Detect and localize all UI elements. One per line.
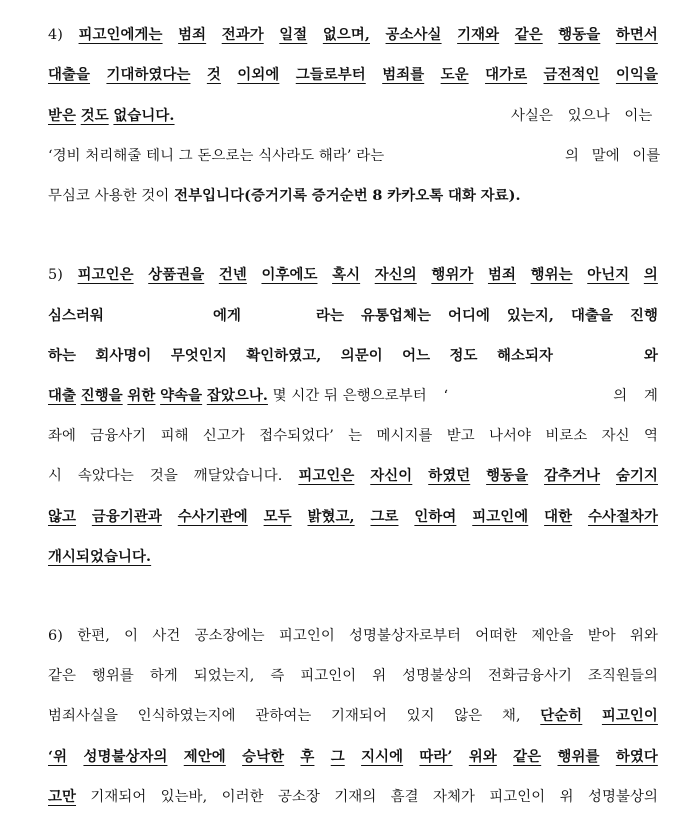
word: 자신의 bbox=[374, 266, 417, 283]
word: 않은 bbox=[454, 708, 483, 724]
word: 정도 bbox=[449, 347, 478, 364]
word: 피고인이 bbox=[300, 668, 357, 684]
text-segment bbox=[511, 104, 652, 128]
word: 도운 bbox=[440, 66, 469, 83]
word: 자신 bbox=[601, 428, 630, 444]
text-line bbox=[48, 785, 658, 809]
text-line bbox=[48, 144, 661, 168]
word: 그로 bbox=[370, 508, 399, 525]
word: 고만 bbox=[48, 788, 77, 805]
word: 자체가 bbox=[432, 789, 475, 805]
word: 제안에 bbox=[183, 748, 226, 765]
word: 접수되었다’ bbox=[259, 428, 334, 444]
word: 이 bbox=[124, 628, 139, 644]
word: 범죄 bbox=[178, 26, 207, 43]
word: 이러한 bbox=[221, 789, 264, 805]
text-line bbox=[48, 263, 658, 287]
word: 해소되자 bbox=[496, 347, 553, 364]
word: 공소사실 bbox=[385, 26, 442, 43]
word: 4) bbox=[48, 27, 63, 43]
word: 않고 bbox=[48, 508, 77, 525]
word: 것 bbox=[206, 66, 221, 83]
word: 숨기지 bbox=[615, 467, 658, 484]
word: 그들로부터 bbox=[295, 66, 366, 83]
word: 사건 bbox=[152, 628, 181, 644]
word: 하였다 bbox=[615, 748, 658, 765]
word: 시간 bbox=[291, 388, 320, 404]
text-segment bbox=[316, 304, 658, 328]
word: 공소장에는 bbox=[194, 628, 265, 644]
word: ‘ bbox=[443, 388, 449, 404]
word: 것이 bbox=[141, 188, 170, 204]
word: 무엇인지 bbox=[170, 347, 227, 364]
word: 기대하였다는 bbox=[106, 66, 191, 83]
word: 뒤 bbox=[324, 388, 339, 404]
word: 8 bbox=[372, 187, 383, 204]
word: 의 bbox=[643, 266, 658, 283]
word: 받은 bbox=[48, 107, 77, 124]
word: 범죄 bbox=[487, 266, 516, 283]
word: 금전적인 bbox=[543, 66, 600, 83]
word: 범죄를 bbox=[382, 66, 425, 83]
word: 해라’ bbox=[318, 148, 352, 164]
text-line bbox=[48, 624, 658, 648]
word: 의 bbox=[613, 388, 628, 404]
word: 어디에 bbox=[447, 307, 490, 324]
word: 좌에 bbox=[48, 428, 77, 444]
word: 피고인에게는 bbox=[78, 26, 163, 43]
word: 혹시 bbox=[332, 266, 361, 283]
word: 역 bbox=[643, 428, 658, 444]
word: 없으며, bbox=[322, 26, 370, 43]
word: 어떠한 bbox=[475, 628, 518, 644]
word: 수사기관에 bbox=[177, 508, 248, 525]
word: 어느 bbox=[402, 347, 431, 364]
word: 무심코 bbox=[48, 188, 91, 204]
word: 제안을 bbox=[531, 628, 574, 644]
text-line bbox=[48, 545, 658, 569]
text-line bbox=[48, 184, 658, 208]
word: 기재의 bbox=[334, 789, 377, 805]
word: 식사라도 bbox=[258, 148, 315, 164]
word: 금융기관과 bbox=[91, 508, 162, 525]
word: 수사절차가 bbox=[587, 508, 658, 525]
word: 승낙한 bbox=[242, 748, 285, 765]
word: 대가로 bbox=[485, 66, 528, 83]
word: 약속을 bbox=[160, 387, 203, 404]
word: 행동을 bbox=[486, 467, 529, 484]
word: 것을 bbox=[149, 468, 178, 484]
word: 행위를 bbox=[91, 668, 134, 684]
word: 하는 bbox=[48, 347, 77, 364]
redaction-gap bbox=[48, 304, 121, 305]
word: 같은 bbox=[48, 668, 77, 684]
word: 말에 bbox=[591, 148, 620, 164]
word: 감추거나 bbox=[544, 467, 601, 484]
word: 모두 bbox=[263, 508, 292, 525]
word: 자료). bbox=[480, 187, 521, 204]
word: 인하여 bbox=[414, 508, 457, 525]
word: 유통업체는 bbox=[360, 307, 431, 324]
word: 카카오톡 bbox=[387, 187, 444, 204]
text-segment bbox=[48, 344, 553, 368]
word: 자신이 bbox=[370, 467, 413, 484]
text-line bbox=[48, 104, 658, 128]
word: 일절 bbox=[279, 26, 308, 43]
word: 채, bbox=[501, 708, 521, 724]
word: 지시에 bbox=[361, 748, 404, 765]
word: 에게 bbox=[213, 307, 242, 324]
word: 성명불상의 bbox=[402, 668, 473, 684]
word: 하였던 bbox=[428, 467, 471, 484]
word: 받아 bbox=[587, 628, 616, 644]
word: 의 bbox=[565, 148, 580, 164]
word: 같은 bbox=[514, 26, 543, 43]
word: 같은 bbox=[513, 748, 542, 765]
word: 기재와 bbox=[457, 26, 500, 43]
text-segment bbox=[565, 144, 660, 168]
word: 나서야 bbox=[489, 428, 532, 444]
word: 즉 bbox=[270, 668, 285, 684]
word: 6) bbox=[48, 628, 63, 644]
word: 진행을 bbox=[80, 387, 123, 404]
word: 위 bbox=[372, 668, 387, 684]
word: 돈으로는 bbox=[197, 148, 254, 164]
word: 있는지, bbox=[506, 307, 555, 324]
word: 건넨 bbox=[218, 266, 247, 283]
word: 의문이 bbox=[340, 347, 383, 364]
word: 계 bbox=[643, 388, 658, 404]
word: 공소장 bbox=[277, 789, 320, 805]
word: 이후에도 bbox=[261, 266, 318, 283]
word: 시 bbox=[48, 468, 63, 484]
word: 피해 bbox=[160, 428, 189, 444]
word: 피고인은 bbox=[77, 266, 134, 283]
word: 이외에 bbox=[237, 66, 280, 83]
word: 위 bbox=[559, 789, 574, 805]
word: 대출을 bbox=[48, 66, 91, 83]
word: 전과가 bbox=[221, 26, 264, 43]
word: 이는 bbox=[624, 108, 653, 124]
word: 후 bbox=[300, 748, 315, 765]
word: 있는바, bbox=[160, 789, 208, 805]
word: 피고인이 bbox=[601, 707, 658, 724]
word: 대한 bbox=[544, 508, 573, 525]
word: 대출 bbox=[48, 387, 77, 404]
word: 위한 bbox=[127, 387, 156, 404]
word: 5) bbox=[48, 267, 63, 283]
word: 피고인은 bbox=[298, 467, 355, 484]
word: 전부입니다(증거기록 bbox=[174, 187, 308, 204]
word: 성명불상자로부터 bbox=[349, 628, 462, 644]
text-line bbox=[48, 664, 658, 688]
word: 신고가 bbox=[202, 428, 245, 444]
word: 관하여는 bbox=[255, 708, 312, 724]
word: 몇 bbox=[272, 388, 287, 404]
word: 성명불상자의 bbox=[83, 748, 168, 765]
word: 하면서 bbox=[615, 26, 658, 43]
text-line bbox=[48, 63, 658, 87]
word: 진행 bbox=[629, 307, 658, 324]
word: 행위가 bbox=[431, 266, 474, 283]
word: 사용한 bbox=[94, 188, 137, 204]
word: 있으나 bbox=[567, 108, 610, 124]
word: 대화 bbox=[447, 187, 476, 204]
text-line bbox=[48, 344, 658, 368]
word: 회사명이 bbox=[95, 347, 152, 364]
word: 피고인이 bbox=[278, 628, 335, 644]
word: 속았다는 bbox=[77, 468, 134, 484]
word: 밝혔고, bbox=[307, 508, 355, 525]
word: 이익을 bbox=[615, 66, 658, 83]
word: 라는 bbox=[356, 148, 385, 164]
text-line bbox=[48, 304, 658, 328]
word: 위와 bbox=[629, 628, 658, 644]
word: 행위를 bbox=[557, 748, 600, 765]
word: 행위는 bbox=[530, 266, 573, 283]
word: 상품권을 bbox=[148, 266, 205, 283]
word: 위와 bbox=[468, 748, 497, 765]
text-line bbox=[48, 424, 658, 448]
text-line bbox=[48, 384, 658, 408]
word: 없습니다. bbox=[113, 107, 175, 124]
text-line bbox=[48, 745, 658, 769]
word: 흠결 bbox=[390, 789, 419, 805]
word: 성명불상의 bbox=[587, 789, 658, 805]
word: 피고인에 bbox=[472, 508, 529, 525]
word: 단순히 bbox=[540, 707, 583, 724]
word: 받고 bbox=[446, 428, 475, 444]
word: 이를 bbox=[632, 148, 661, 164]
word: 라는 bbox=[316, 307, 345, 324]
word: 조직원들의 bbox=[587, 668, 658, 684]
word: 증거순번 bbox=[311, 187, 368, 204]
word: 은행으로부터 bbox=[342, 388, 427, 404]
word: 전화금융사기 bbox=[488, 668, 573, 684]
text-line bbox=[48, 505, 658, 529]
word: 그 bbox=[178, 148, 193, 164]
word: 처리해줄 bbox=[85, 148, 142, 164]
word: ‘위 bbox=[48, 748, 68, 765]
word: 되었는지, bbox=[193, 668, 255, 684]
text-segment bbox=[613, 384, 658, 408]
word: 인식하였는지에 bbox=[137, 708, 236, 724]
word: 대출을 bbox=[570, 307, 613, 324]
word: 금융사기 bbox=[90, 428, 147, 444]
word: 개시되었습니다. bbox=[48, 548, 152, 565]
word: 있지 bbox=[406, 708, 435, 724]
word: 하게 bbox=[149, 668, 178, 684]
word: 테니 bbox=[146, 148, 175, 164]
word: 사실은 bbox=[511, 108, 554, 124]
word: 는 bbox=[348, 428, 363, 444]
word: 잡았으나. bbox=[206, 387, 268, 404]
word: 아닌지 bbox=[587, 266, 630, 283]
word: 한편, bbox=[77, 628, 110, 644]
text-line bbox=[48, 464, 658, 488]
word: 심스러워 bbox=[48, 307, 105, 324]
word: 와 bbox=[643, 347, 658, 364]
word: 기재되어 bbox=[330, 708, 387, 724]
text-line bbox=[48, 704, 658, 728]
word: 메시지를 bbox=[376, 428, 433, 444]
word: 비로소 bbox=[545, 428, 588, 444]
word: 것도 bbox=[80, 107, 109, 124]
word: 그 bbox=[330, 748, 345, 765]
word: 확인하였고, bbox=[246, 347, 322, 364]
word: ‘경비 bbox=[48, 148, 81, 164]
text-line bbox=[48, 23, 658, 47]
word: 피고인이 bbox=[489, 789, 546, 805]
word: 따라’ bbox=[419, 748, 453, 765]
word: 기재되어 bbox=[90, 789, 147, 805]
word: 행동을 bbox=[558, 26, 601, 43]
word: 깨달았습니다. bbox=[193, 468, 283, 484]
word: 범죄사실을 bbox=[48, 708, 119, 724]
